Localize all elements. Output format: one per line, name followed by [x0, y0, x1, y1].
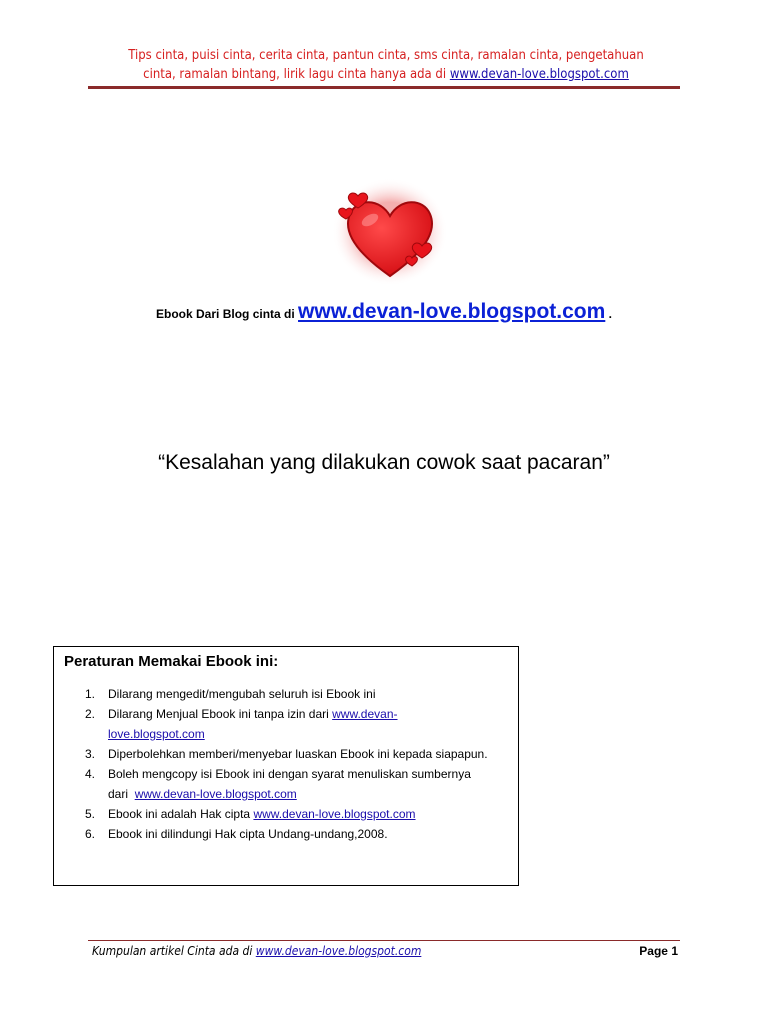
list-item-number: 6. [85, 827, 96, 841]
header-blog-link[interactable]: www.devan-love.blogspot.com [449, 67, 629, 82]
list-item-number: 3. [85, 747, 96, 761]
list-item-text: Dilarang Menjual Ebook ini tanpa izin dari [108, 707, 333, 721]
list-item-text: Ebook ini adalah Hak cipta [108, 807, 254, 821]
list-item-text: Boleh mengcopy isi Ebook ini dengan syarat menuliskan sumbernya [108, 767, 471, 781]
list-item-number: 2. [85, 707, 96, 721]
list-item-link[interactable]: www.devan- [332, 707, 398, 721]
list-item [64, 764, 508, 804]
list-item-link-continued[interactable]: love.blogspot.com [108, 727, 205, 741]
header-line-2 [92, 65, 680, 84]
rules-list [64, 684, 508, 844]
ebook-blog-link[interactable]: www.devan-love.blogspot.com [298, 300, 606, 323]
footer-text [92, 944, 421, 958]
list-item-text-continued: dari [108, 787, 135, 801]
list-item-number: 4. [85, 767, 96, 781]
ebook-source-line [0, 300, 768, 324]
list-item-link[interactable]: www.devan-love.blogspot.com [134, 787, 297, 801]
page-header [92, 46, 680, 84]
header-line-1: Tips cinta, puisi cinta, cerita cinta, pantun cinta, sms cinta, ramalan cinta, pengetahuan [128, 48, 644, 63]
rules-box [53, 646, 519, 886]
list-item-number: 1. [85, 687, 96, 701]
document-title: “Kesalahan yang dilakukan cowok saat pacaran” [158, 451, 610, 474]
list-item-text: Diperbolehkan memberi/menyebar luaskan Ebook ini kepada siapapun. [108, 747, 488, 761]
heart-icon [330, 176, 450, 288]
footer-divider [88, 940, 680, 941]
ebook-source-text: Ebook Dari Blog cinta di [156, 307, 299, 321]
list-item-link[interactable]: www.devan-love.blogspot.com [253, 807, 416, 821]
list-item-text: Dilarang mengedit/mengubah seluruh isi Ebook ini [108, 687, 376, 701]
page-number: Page 1 [639, 944, 678, 958]
list-item-text: Ebook ini dilindungi Hak cipta Undang-undang,2008. [108, 827, 388, 841]
list-item [64, 744, 508, 764]
header-divider [88, 86, 680, 89]
list-item [64, 704, 508, 744]
list-item-number: 5. [85, 807, 96, 821]
footer-text-label: Kumpulan artikel Cinta ada di [92, 944, 256, 958]
header-line-2-text: cinta, ramalan bintang, lirik lagu cinta hanya ada di [143, 67, 450, 82]
rules-title: Peraturan Memakai Ebook ini: [64, 653, 279, 670]
list-item [64, 824, 508, 844]
list-item [64, 684, 508, 704]
ebook-source-suffix: . [605, 307, 612, 321]
list-item [64, 804, 508, 824]
footer-blog-link[interactable]: www.devan-love.blogspot.com [255, 944, 422, 958]
